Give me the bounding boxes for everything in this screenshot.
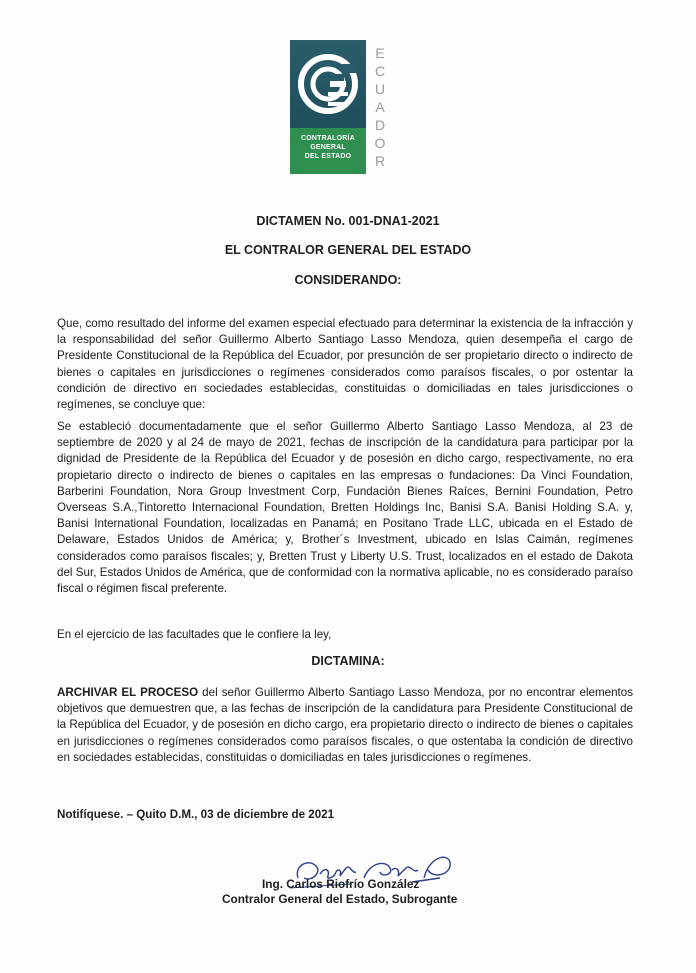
resolution-text: del señor Guillermo Alberto Santiago Lasso Mendoza, por no encontrar elementos objetivos que demuestren que, a las fechas de inscripción de la candidatura para Presidente Constitucional de la República del Ecuador, y de posesión en dicho cargo, era propietario directo o indirecto de bienes o capitales en jurisdicciones o regímenes considerados como paraísos fiscales, o que ostentaba la condición de directivo en sociedades establecidas, constituidas o domiciliadas en tales jurisdicciones o regímenes. (57, 686, 633, 764)
authority-heading: EL CONTRALOR GENERAL DEL ESTADO (224, 243, 472, 257)
paragraph-findings: Se estableció documentadamente que el señor Guillermo Alberto Santiago Lasso Mendoza, al 23 de septiembre de 2020 y al 24 de mayo de 2021, fechas de inscripción de la candidatura para participar por la dignidad de Presidente de la República del Ecuador y de posesión en dicho cargo, respectivamente, no era propietario directo o indirecto de bienes o capitales en las empresas o fundaciones: Da Vinci Foundation, Barberini Foundation, Nora Group Investment Corp, Fundación Bienes Raíces, Bernini Foundation, Petro Overseas S.A.,Tintoretto Internacional Foundation, Bretten Holdings Inc, Banisi S.A. Banisi Holding S.A. y, Banisi International Foundation, localizadas en Panamá; en Positano Trade LLC, ubicada en el Estado de Delaware, Estados Unidos de América; y, Brother´s Investment, ubicado en Islas Caimán, regímenes considerados como paraísos fiscales; y, Bretten Trust y Liberty U.S. Trust, localizados en el estado de Dakota del Sur, Estados Unidos de América, que de conformidad con la normativa aplicable, no es considerado paraíso fiscal o régimen fiscal preferente. (57, 420, 633, 596)
logo-letter: D (374, 117, 386, 133)
cge-monogram-icon (290, 40, 366, 128)
logo-letter: A (375, 99, 385, 115)
logo-letter: U (374, 81, 386, 97)
logo-letter: C (374, 63, 386, 79)
considerando-heading: CONSIDERANDO: (294, 273, 402, 287)
logo-emblem (290, 40, 366, 128)
contraloria-logo (290, 40, 366, 174)
logo-letter: E (375, 45, 385, 61)
dictamina-heading: DICTAMINA: (311, 654, 385, 668)
logo-letter: R (374, 153, 386, 169)
notification-line: Notifíquese. – Quito D.M., 03 de diciembre de 2021 (57, 808, 335, 821)
resolution-lead: ARCHIVAR EL PROCESO (57, 686, 199, 699)
paragraph-considerando: Que, como resultado del informe del examen especial efectuado para determinar la existencia de la infracción y la responsabilidad del señor Guillermo Alberto Santiago Lasso Mendoza, quien desempeña el cargo de Presidente Constitucional de la República del Ecuador, por presunción de ser propietario directo o indirecto de bienes o capitales en jurisdicciones o regímenes considerados como paraísos fiscales, o por ostentar la condición de directivo en sociedades establecidas, constituidas o domiciliadas en tales jurisdicciones o regímenes, se concluye que: (57, 317, 633, 412)
logo-line-3: DEL ESTADO (304, 153, 352, 160)
signatory-title: Contralor General del Estado, Subrogante (222, 892, 458, 906)
logo-letter: O (374, 135, 386, 151)
paragraph-faculties: En el ejercicio de las facultades que le confiere la ley, (57, 628, 332, 641)
signatory-name: Ing. Carlos Riofrío González (262, 877, 420, 891)
dictamen-number: DICTAMEN No. 001-DNA1-2021 (256, 214, 440, 228)
logo-line-2: GENERAL (310, 144, 346, 151)
logo-country-vertical (372, 44, 388, 170)
logo-label (290, 128, 366, 174)
logo-line-1: CONTRALORÍA (301, 135, 355, 142)
paragraph-resolution (57, 685, 633, 766)
